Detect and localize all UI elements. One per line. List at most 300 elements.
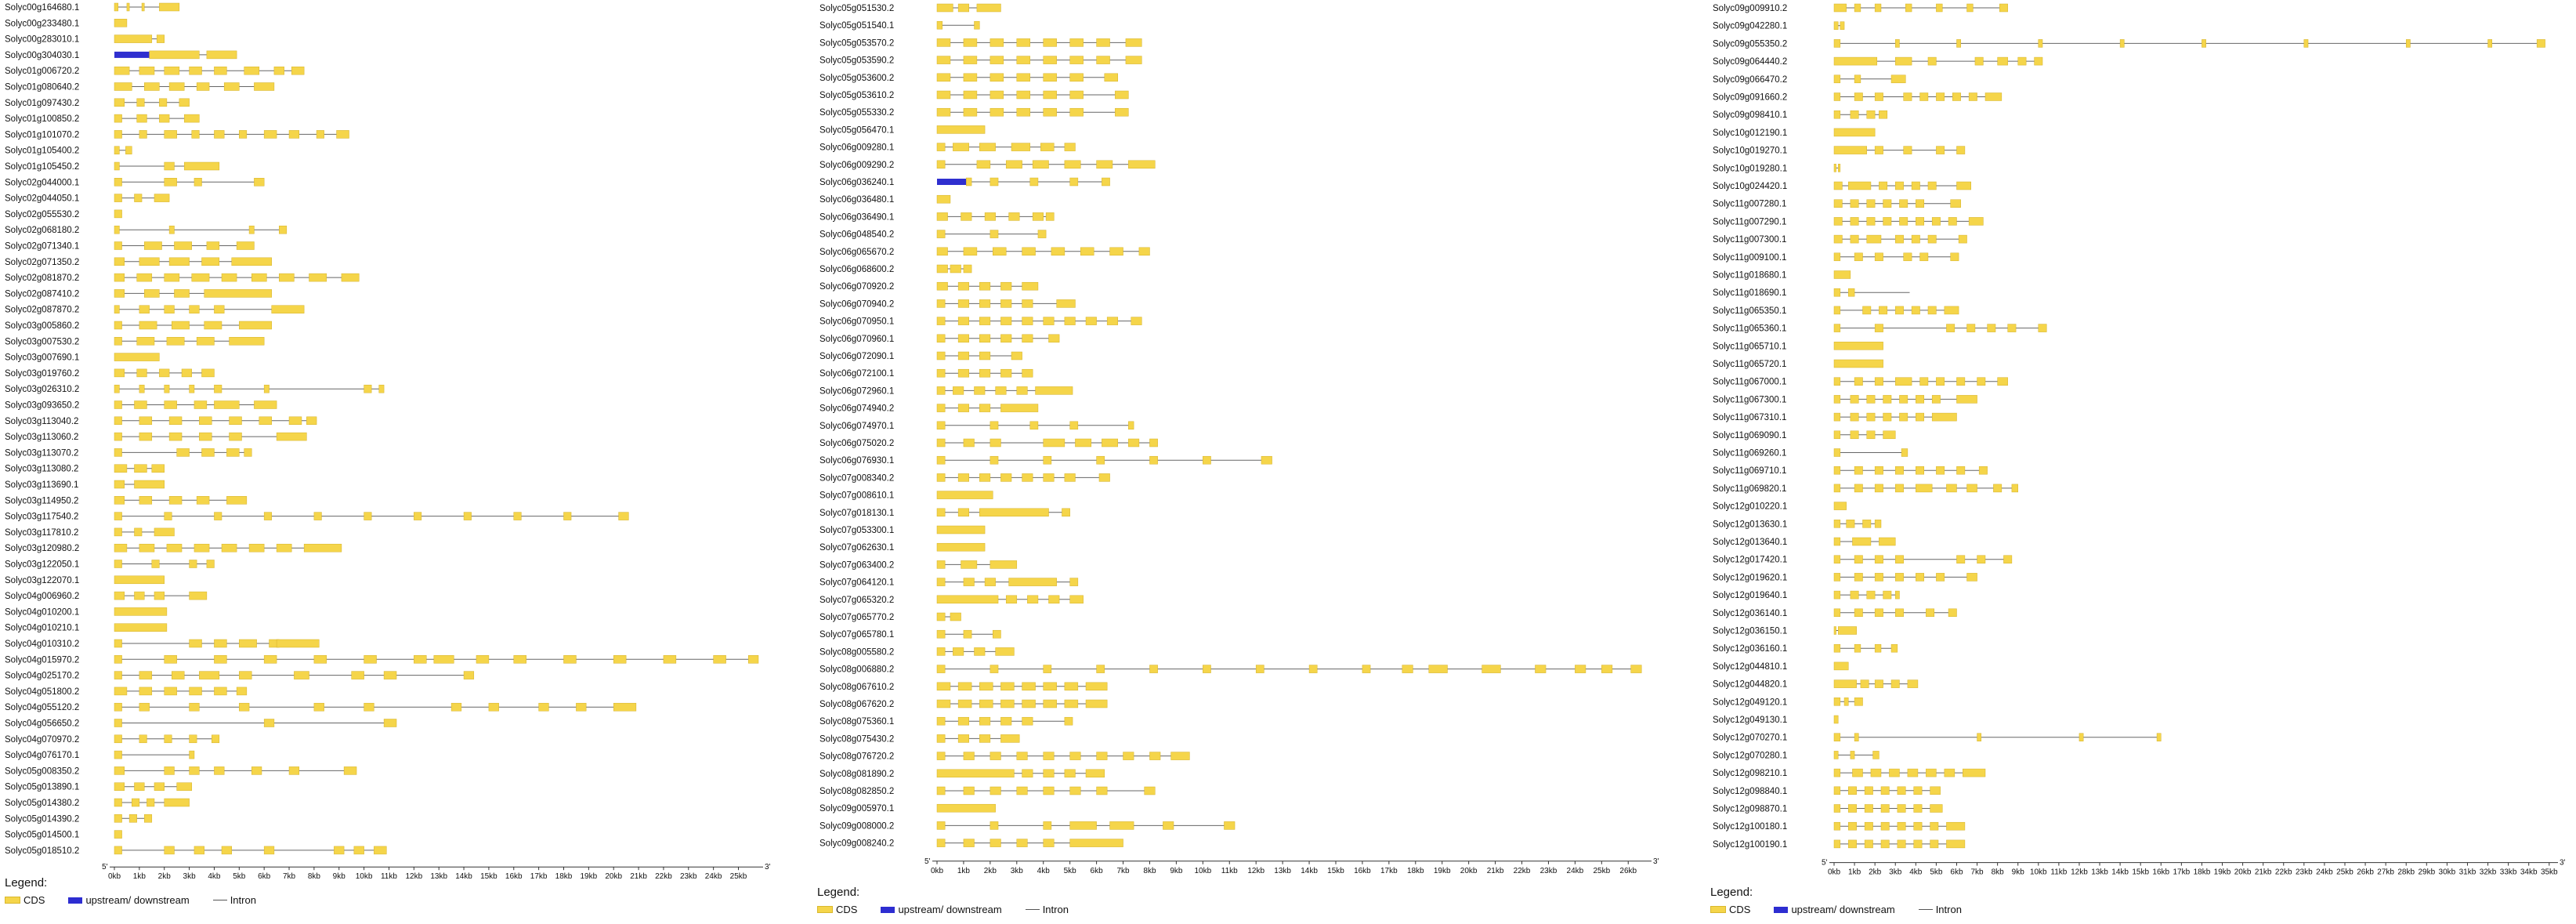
cds-block — [344, 766, 356, 774]
gene-name-label: Solyc00g164680.1 — [5, 3, 80, 13]
cds-block — [1033, 212, 1044, 220]
cds-block — [1875, 253, 1883, 261]
cds-block — [214, 513, 222, 520]
cds-block — [1631, 665, 1642, 673]
cds-block — [169, 258, 189, 266]
gene-row — [5, 99, 190, 108]
gene-name-label: Solyc05g053590.2 — [819, 56, 895, 66]
cds-block — [1871, 769, 1881, 777]
cds-block — [1967, 4, 1974, 12]
cds-block — [249, 226, 254, 234]
tick-label: 4kb — [208, 872, 221, 882]
gene-name-label: Solyc03g113070.2 — [5, 448, 79, 458]
gene-row — [5, 783, 192, 792]
cds-block — [937, 161, 945, 168]
cds-block — [1017, 91, 1030, 99]
cds-block — [1916, 395, 1923, 403]
gene-name-label: Solyc11g007280.1 — [1713, 199, 1787, 209]
cds-block — [1128, 439, 1139, 447]
cds-block — [364, 385, 372, 393]
cds-block — [937, 647, 945, 655]
cds-block — [237, 242, 254, 250]
cds-block — [1844, 698, 1848, 705]
gene-name-label: Solyc08g081890.2 — [819, 769, 895, 779]
gene-name-label: Solyc03g113060.2 — [5, 433, 79, 443]
cds-block — [937, 422, 945, 429]
cds-block — [114, 194, 122, 202]
gene-name-label: Solyc09g008000.2 — [819, 821, 895, 832]
gene-name-label: Solyc12g019640.1 — [1713, 591, 1788, 601]
gene-row — [5, 528, 174, 538]
cds-block — [1070, 596, 1084, 603]
cds-block — [129, 814, 137, 822]
cds-block — [1011, 143, 1030, 151]
tick-label: 15kb — [1327, 866, 1344, 875]
gene-row — [1713, 644, 1898, 654]
gene-name-label: Solyc01g101070.2 — [5, 130, 80, 140]
gene-row — [5, 465, 165, 474]
gene-row — [819, 369, 1033, 379]
gene-name-label: Solyc09g064440.2 — [1713, 57, 1788, 67]
cds-block — [114, 448, 122, 456]
cds-block — [192, 130, 200, 138]
gene-name-label: Solyc07g062630.1 — [819, 543, 895, 553]
gene-name-label: Solyc02g044000.1 — [5, 178, 80, 188]
cds-block — [1097, 752, 1108, 760]
gene-row — [5, 83, 274, 92]
gene-row — [5, 147, 132, 156]
gene-row — [1713, 787, 1941, 796]
cds-block — [1044, 456, 1051, 464]
gene-row — [5, 655, 758, 665]
gene-name-label: Solyc04g010210.1 — [5, 623, 80, 633]
cds-block — [1895, 39, 1899, 47]
cds-block — [990, 422, 998, 429]
cds-block — [249, 544, 264, 552]
cds-block — [1932, 395, 1940, 403]
cds-block — [937, 630, 945, 638]
legend-panel-1 — [5, 876, 273, 906]
cds-block — [114, 607, 167, 615]
tick-label: 11kb — [380, 872, 397, 882]
intron-swatch — [1026, 909, 1040, 910]
tick-label: 25kb — [2336, 868, 2353, 877]
gene-row — [819, 161, 1155, 170]
cds-block — [165, 67, 179, 74]
cds-block — [990, 439, 1001, 447]
cds-block — [222, 544, 237, 552]
cds-block — [172, 672, 184, 679]
cds-block — [1044, 665, 1051, 673]
gene-name-label: Solyc05g051540.1 — [819, 21, 895, 31]
cds-swatch — [1710, 906, 1726, 913]
cds-block — [937, 543, 985, 551]
gene-row — [1713, 449, 1908, 458]
cds-block — [964, 248, 977, 255]
gene-row — [1713, 520, 1881, 529]
gene-name-label: Solyc12g100190.1 — [1713, 839, 1788, 850]
cds-block — [1946, 324, 1954, 332]
cds-block — [1011, 352, 1022, 360]
cds-block — [1936, 147, 1944, 154]
tick-label: 22kb — [1513, 866, 1531, 875]
gene-name-label: Solyc01g080640.2 — [5, 82, 80, 92]
gene-row — [819, 212, 1054, 222]
gene-row — [5, 210, 122, 219]
cds-block — [979, 352, 990, 360]
cds-block — [137, 369, 147, 377]
gene-name-label: Solyc04g025170.2 — [5, 671, 80, 681]
cds-block — [964, 839, 975, 847]
legend-cds: CDS — [5, 894, 45, 906]
cds-block — [214, 401, 239, 409]
cds-block — [114, 496, 125, 504]
cds-block — [985, 578, 996, 586]
cds-block — [950, 265, 961, 273]
cds-block — [1898, 787, 1905, 795]
cds-block — [1867, 431, 1875, 439]
gene-name-label: Solyc08g005580.2 — [819, 647, 895, 658]
gene-row — [1713, 609, 1956, 618]
cds-block — [1834, 182, 1842, 190]
gene-name-label: Solyc12g100180.1 — [1713, 822, 1788, 832]
cds-block — [239, 672, 251, 679]
gene-row — [5, 735, 219, 745]
cds-block — [1912, 235, 1919, 243]
cds-block — [165, 655, 177, 663]
cds-block — [979, 299, 990, 307]
utr-swatch — [1774, 907, 1788, 913]
cds-block — [1936, 466, 1944, 474]
cds-block — [190, 306, 200, 313]
gene-name-label: Solyc02g068180.2 — [5, 226, 80, 236]
cds-block — [1051, 248, 1065, 255]
cds-block — [232, 258, 272, 266]
cds-block — [1920, 253, 1928, 261]
cds-block — [1482, 665, 1501, 673]
cds-block — [1017, 38, 1030, 46]
gene-row — [5, 289, 272, 299]
gene-row — [1713, 217, 1983, 226]
cds-block — [114, 687, 127, 695]
cds-block — [114, 130, 122, 138]
cds-block — [1963, 769, 1985, 777]
cds-block — [264, 513, 272, 520]
gene-name-label: Solyc07g008340.2 — [819, 473, 895, 484]
tick-label: 13kb — [430, 872, 448, 882]
gene-name-label: Solyc05g014390.2 — [5, 814, 80, 824]
cds-block — [1854, 93, 1862, 101]
cds-block — [1044, 473, 1055, 481]
gene-name-label: Solyc12g036160.1 — [1713, 644, 1788, 654]
gene-row — [5, 3, 179, 13]
gene-row — [1713, 182, 1971, 191]
tick-label: 0kb — [107, 872, 121, 882]
cds-block — [990, 665, 998, 673]
gene-name-label: Solyc04g006960.2 — [5, 592, 80, 602]
tick-label: 6kb — [1950, 868, 1963, 877]
tick-label: 26kb — [2357, 868, 2374, 877]
gene-row — [5, 607, 167, 617]
gene-name-label: Solyc09g098410.1 — [1713, 111, 1788, 121]
gene-name-label: Solyc12g044810.1 — [1713, 661, 1788, 672]
cds-block — [1895, 609, 1903, 617]
cds-block — [1899, 395, 1907, 403]
tick-label: 33kb — [2499, 868, 2517, 877]
cds-block — [190, 385, 194, 393]
cds-block — [1070, 839, 1123, 847]
cds-block — [214, 640, 226, 647]
cds-block — [159, 3, 179, 11]
cds-block — [1834, 662, 1848, 670]
cds-block — [1097, 665, 1105, 673]
cds-block — [165, 306, 175, 313]
gene-row — [819, 91, 1128, 100]
cds-block — [953, 647, 964, 655]
cds-block — [1065, 770, 1076, 777]
tick-label: 13kb — [1274, 866, 1291, 875]
cds-block — [1017, 839, 1028, 847]
cds-block — [114, 576, 165, 584]
gene-row — [819, 630, 1000, 640]
cds-block — [1883, 413, 1891, 421]
gene-row — [819, 352, 1022, 361]
cds-block — [1946, 822, 1964, 830]
cds-block — [1834, 164, 1836, 172]
cds-block — [1952, 93, 1960, 101]
cds-block — [379, 385, 384, 393]
cds-block — [114, 83, 132, 91]
cds-block — [154, 783, 165, 791]
gene-name-label: Solyc04g010200.1 — [5, 607, 80, 618]
cds-block — [314, 655, 327, 663]
cds-block — [1883, 200, 1891, 208]
cds-block — [1000, 282, 1011, 290]
cds-block — [1128, 161, 1155, 168]
gene-name-label: Solyc01g097430.2 — [5, 98, 80, 108]
cds-block — [1000, 317, 1011, 325]
cds-block — [309, 274, 327, 281]
tick-label: 24kb — [1566, 866, 1584, 875]
gene-row — [819, 821, 1235, 831]
tick-label: 4kb — [1037, 866, 1050, 875]
cds-block — [979, 734, 990, 742]
gene-row — [819, 770, 1105, 779]
cds-block — [1097, 456, 1105, 464]
cds-block — [1867, 591, 1875, 599]
cds-block — [958, 335, 969, 342]
cds-block — [1879, 182, 1887, 190]
cds-block — [1851, 217, 1858, 225]
cds-block — [990, 38, 1004, 46]
tick-label: 9kb — [2011, 868, 2024, 877]
gene-name-label: Solyc11g018690.1 — [1713, 288, 1787, 299]
cds-block — [264, 130, 277, 138]
legend-cds: CDS — [817, 904, 857, 915]
cds-block — [177, 448, 190, 456]
cds-block — [169, 417, 182, 425]
cds-block — [214, 130, 224, 138]
gene-name-label: Solyc03g007690.1 — [5, 353, 80, 363]
gene-name-label: Solyc06g009280.1 — [819, 143, 895, 153]
tick-label: 1kb — [1848, 868, 1861, 877]
cds-block — [197, 83, 209, 91]
gene-row — [5, 51, 237, 60]
gene-row — [1713, 716, 1838, 725]
cds-block — [1131, 317, 1142, 325]
cds-block — [964, 91, 977, 99]
cds-block — [134, 783, 144, 791]
cds-block — [958, 700, 971, 708]
cds-block — [2035, 57, 2042, 65]
cds-block — [114, 258, 125, 266]
cds-block — [239, 640, 256, 647]
cds-block — [1000, 683, 1014, 690]
gene-name-label: Solyc11g069090.1 — [1713, 430, 1787, 440]
cds-block — [958, 717, 969, 725]
cds-block — [1851, 591, 1858, 599]
tick-label: 23kb — [2295, 868, 2313, 877]
cds-block — [1914, 840, 1922, 848]
cds-block — [114, 306, 119, 313]
tick-label: 3kb — [1010, 866, 1023, 875]
cds-block — [1834, 342, 1883, 350]
cds-block — [179, 99, 190, 107]
cds-block — [207, 51, 237, 59]
cds-block — [1916, 217, 1923, 225]
cds-block — [990, 74, 1004, 82]
cds-block — [1904, 147, 1912, 154]
cds-block — [1881, 787, 1889, 795]
cds-block — [1065, 161, 1080, 168]
gene-name-label: Solyc11g018680.1 — [1713, 270, 1787, 281]
cds-block — [1044, 821, 1051, 829]
cds-block — [114, 99, 125, 107]
gene-row — [819, 734, 1019, 744]
gene-name-label: Solyc06g065670.2 — [819, 247, 895, 257]
cds-block — [1834, 235, 1842, 243]
gene-structure-svg-3 — [1708, 0, 2574, 877]
tick-label: 21kb — [2254, 868, 2272, 877]
cds-block — [114, 528, 122, 536]
cds-block — [114, 783, 125, 791]
cds-block — [990, 752, 1001, 760]
gene-row — [5, 194, 169, 204]
cds-block — [154, 194, 169, 202]
cds-block — [177, 783, 192, 791]
gene-row — [5, 242, 254, 252]
cds-block — [1875, 4, 1881, 12]
cds-block — [1149, 456, 1157, 464]
cds-block — [1044, 700, 1057, 708]
cds-block — [2039, 39, 2042, 47]
gene-name-label: Solyc03g114950.2 — [5, 496, 79, 506]
cds-block — [937, 473, 945, 481]
cds-block — [937, 752, 945, 760]
tick-label: 8kb — [307, 872, 320, 882]
cds-block — [1867, 235, 1881, 243]
cds-block — [1834, 520, 1840, 527]
gene-name-label: Solyc11g067000.1 — [1713, 377, 1787, 387]
tick-label: 6kb — [1090, 866, 1103, 875]
legend-intron: Intron — [213, 894, 256, 906]
cds-block — [961, 560, 977, 568]
cds-block — [937, 613, 945, 621]
cds-block — [979, 509, 1048, 516]
cds-block — [1022, 369, 1033, 377]
tick-label: 1kb — [957, 866, 970, 875]
cds-block — [251, 766, 262, 774]
cds-block — [134, 194, 142, 202]
gene-name-label: Solyc11g069260.1 — [1713, 448, 1787, 458]
cds-block — [137, 337, 154, 345]
gene-row — [819, 439, 1158, 448]
gene-row — [5, 401, 277, 411]
gene-row — [5, 130, 349, 140]
cds-block — [1834, 449, 1840, 457]
cds-block — [937, 578, 945, 586]
cds-block — [139, 67, 154, 74]
gene-row — [5, 417, 317, 426]
tick-label: 10kb — [1194, 866, 1212, 875]
cds-block — [1070, 178, 1078, 186]
cds-block — [937, 717, 945, 725]
cds-block — [1854, 573, 1862, 581]
cds-block — [294, 672, 309, 679]
cds-block — [159, 369, 169, 377]
cds-block — [1854, 698, 1862, 705]
five-prime-label: 5' — [924, 857, 931, 866]
cds-block — [1203, 456, 1210, 464]
cds-block — [1009, 212, 1020, 220]
cds-block — [937, 386, 945, 394]
tick-label: 1kb — [132, 872, 146, 882]
tick-label: 11kb — [1221, 866, 1238, 875]
tick-label: 5kb — [1063, 866, 1076, 875]
gene-name-label: Solyc02g087410.2 — [5, 289, 80, 299]
gene-row — [5, 592, 207, 601]
cds-block — [1000, 473, 1011, 481]
gene-name-label: Solyc06g036490.1 — [819, 212, 895, 223]
cds-block — [1834, 502, 1847, 510]
tick-label: 20kb — [605, 872, 623, 882]
cds-block — [1875, 644, 1881, 652]
cds-block — [1928, 306, 1936, 314]
gene-name-label: Solyc03g019760.2 — [5, 368, 80, 379]
cds-block — [748, 655, 758, 663]
cds-block — [1017, 74, 1030, 82]
cds-block — [1102, 178, 1109, 186]
cds-block — [1848, 787, 1856, 795]
cds-block — [1912, 182, 1919, 190]
three-prime-label: 3' — [765, 863, 771, 872]
gene-name-label: Solyc03g122050.1 — [5, 560, 80, 570]
legend-title: Legend: — [817, 886, 860, 899]
cds-block — [1875, 520, 1881, 527]
legend-utr: upstream/ downstream — [881, 904, 1001, 915]
cds-block — [1895, 182, 1903, 190]
cds-block — [1854, 609, 1862, 617]
cds-block — [1904, 93, 1912, 101]
cds-block — [1895, 57, 1912, 65]
gene-name-label: Solyc08g082850.2 — [819, 787, 895, 796]
cds-block — [157, 35, 165, 43]
tick-label: 9kb — [1170, 866, 1183, 875]
cds-block — [1875, 466, 1883, 474]
cds-block — [279, 274, 294, 281]
cds-block — [514, 513, 522, 520]
cds-block — [1904, 253, 1912, 261]
